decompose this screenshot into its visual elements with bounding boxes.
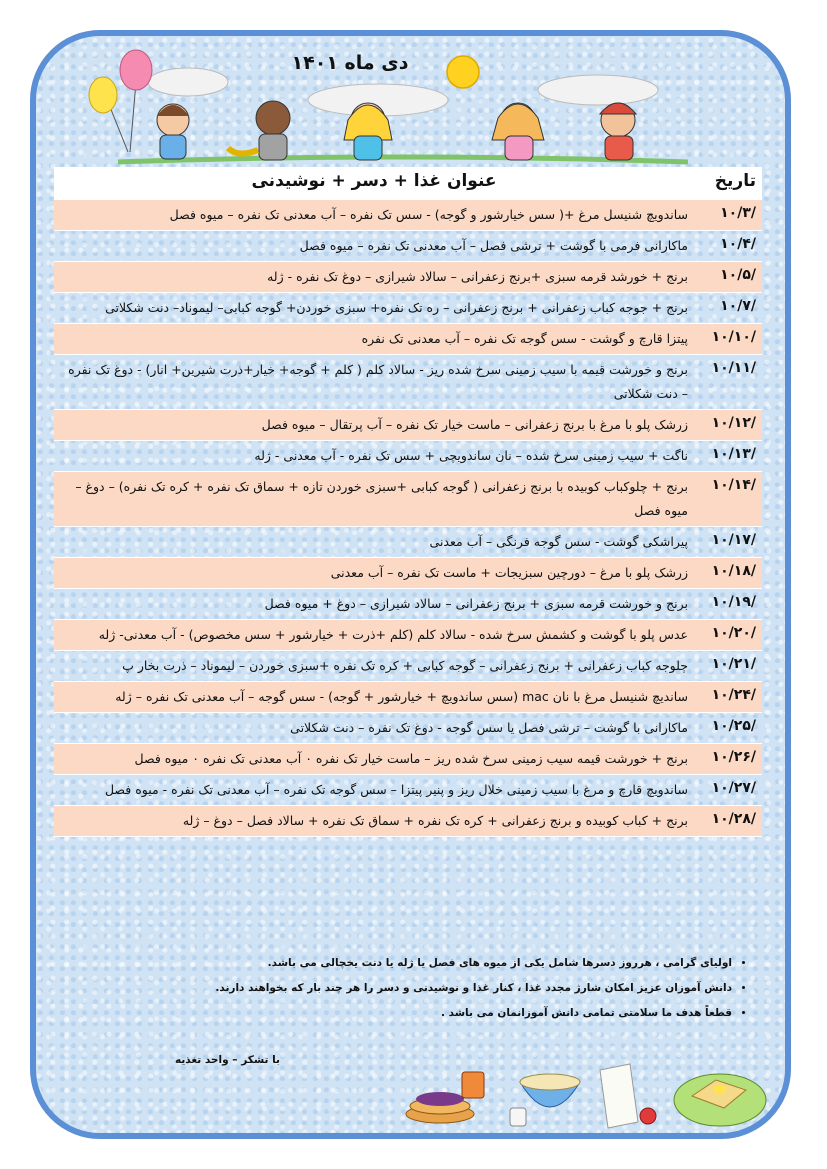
table-row (54, 682, 762, 713)
row-date: /۱۰/۷ (694, 293, 762, 324)
sun-icon (447, 56, 479, 88)
row-food: پیراشکی گوشت - سس گوجه فرنگی – آب معدنی (54, 527, 694, 558)
row-date: /۱۰/۵ (694, 262, 762, 293)
table-row (54, 775, 762, 806)
row-date: /۱۰/۳ (694, 200, 762, 231)
row-date: /۱۰/۲۵ (694, 713, 762, 744)
note-item: • قطعاً هدف ما سلامتی تمامی دانش آموزانمان می باشد . (100, 1007, 732, 1019)
row-food: ساندویچ قارچ و مرغ با سیب زمینی خلال ریز و پنیر پیتزا – سس گوجه تک نفره – آب معدنی تک نفره - میوه فصل (54, 775, 694, 806)
child-figure-icon (600, 103, 636, 160)
table-row (54, 324, 762, 355)
row-date: /۱۰/۲۶ (694, 744, 762, 775)
row-food: چلوجه کباب زعفرانی + برنج زعفرانی – گوجه کبابی + کره تک نفره +سبزی خوردن – لیموناد – ذرت بخار پ (54, 651, 694, 682)
child-figure-icon (228, 101, 290, 160)
row-date: /۱۰/۲۸ (694, 806, 762, 837)
table-row (54, 620, 762, 651)
cloud-icon (148, 68, 658, 116)
table-row (54, 713, 762, 744)
table-row (54, 200, 762, 231)
row-food: برنج + چلوکباب کوبیده با برنج زعفرانی ( گوجه کبابی +سبزی خوردن تازه + سماق تک نفره + کره تک نفره) – دوغ – میوه فصل (54, 472, 694, 527)
header-food: عنوان غذا + دسر + نوشیدنی (54, 167, 694, 200)
table-row (54, 527, 762, 558)
table-row (54, 472, 762, 527)
row-food: برنج + خورشد قرمه سبزی +برنج زعفرانی – سالاد شیرازی – دوغ تک نفره - ژله (54, 262, 694, 293)
row-date: /۱۰/۱۰ (694, 324, 762, 355)
page-title: دی ماه ۱۴۰۱ (291, 52, 409, 74)
row-food: پیتزا قارچ و گوشت - سس گوجه تک نفره – آب معدنی تک نفره (54, 324, 694, 355)
breakfast-food-illustration (400, 1052, 770, 1132)
row-food: زرشک پلو با مرغ با برنج زعفرانی – ماست خیار تک نفره – آب پرتقال – میوه فصل (54, 410, 694, 441)
table-row (54, 355, 762, 410)
toast-plate-icon (674, 1074, 766, 1126)
table-row (54, 231, 762, 262)
table-row (54, 441, 762, 472)
row-date: /۱۰/۱۷ (694, 527, 762, 558)
note-item: • اولیای گرامی ، هرروز دسرها شامل یکی از میوه های فصل یا ژله یا دنت یخچالی می باشد. (100, 957, 732, 969)
row-food: ماکارانی با گوشت – ترشی فصل یا سس گوجه - دوغ تک نفره – دنت شکلاتی (54, 713, 694, 744)
row-food: برنج و خورشت قیمه با سیب زمینی سرخ شده ریز - سالاد کلم ( کلم + گوجه+ خیار+ذرت شیرین+ انار) - دوغ تک نفره – دنت شکلاتی (54, 355, 694, 410)
row-date: /۱۰/۱۳ (694, 441, 762, 472)
table-row (54, 262, 762, 293)
row-date: /۱۰/۱۸ (694, 558, 762, 589)
milk-glass-icon (600, 1064, 656, 1128)
row-food: عدس پلو با گوشت و کشمش سرخ شده - سالاد کلم (کلم +ذرت + خیارشور + سس مخصوص) - آب معدنی- ژله (54, 620, 694, 651)
header-date: تاریخ (694, 167, 762, 200)
child-figure-icon (157, 104, 189, 159)
row-food: برنج و خورشت قرمه سبزی + برنج زعفرانی – سالاد شیرازی – دوغ + میوه فصل (54, 589, 694, 620)
row-food: ناگت + سیب زمینی سرخ شده – نان ساندویچی + سس تک نفره - آب معدنی - ژله (54, 441, 694, 472)
row-date: /۱۰/۲۴ (694, 682, 762, 713)
row-food: ساندیچ شنیسل مرغ با نان mac (سس ساندویچ + خیارشور + گوجه) - سس گوجه – آب معدنی تک نفره – ژله (54, 682, 694, 713)
table-row (54, 558, 762, 589)
table-row (54, 293, 762, 324)
row-date: /۱۰/۱۱ (694, 355, 762, 410)
row-date: /۱۰/۱۴ (694, 472, 762, 527)
row-date: /۱۰/۴ (694, 231, 762, 262)
child-figure-icon (492, 103, 544, 160)
table-row (54, 651, 762, 682)
note-item: • دانش آموزان عزیز امکان شارژ مجدد غذا ، کنار غذا و نوشیدنی و دسر را هر چند بار که بخواهند دارند. (100, 982, 732, 994)
row-food: برنج + خورشت قیمه سیب زمینی سرخ شده ریز – ماست خیار تک نفره ۰ آب معدنی تک نفره ۰ میوه فصل (54, 744, 694, 775)
row-date: /۱۰/۲۷ (694, 775, 762, 806)
table-row (54, 410, 762, 441)
table-header-row (54, 167, 762, 200)
row-date: /۱۰/۲۱ (694, 651, 762, 682)
row-food: برنج + جوجه کباب زعفرانی + برنج زعفرانی – ره تک نفره+ سبزی خوردن+ گوجه کبابی– لیموناد– دنت شکلاتی (54, 293, 694, 324)
table-row (54, 806, 762, 837)
table-row (54, 744, 762, 775)
row-food: ماکارانی فرمی با گوشت + ترشی فصل – آب معدنی تک نفره – میوه فصل (54, 231, 694, 262)
cereal-bowl-icon (510, 1074, 580, 1126)
notes-section (100, 957, 750, 1032)
menu-table (54, 167, 762, 837)
signature: با تشکر – واحد تغذیه (174, 1054, 280, 1066)
row-food: زرشک پلو با مرغ – دورچین سبزیجات + ماست تک نفره – آب معدنی (54, 558, 694, 589)
table-row (54, 589, 762, 620)
row-date: /۱۰/۱۹ (694, 589, 762, 620)
row-date: /۱۰/۱۲ (694, 410, 762, 441)
row-food: ساندویچ شنیسل مرغ +( سس خیارشور و گوجه) - سس تک نفره – آب معدنی تک نفره – میوه فصل (54, 200, 694, 231)
pancakes-icon (406, 1072, 484, 1123)
row-food: برنج + کباب کوبیده و برنج زعفرانی + کره تک نفره + سماق تک نفره + سالاد فصل – دوغ – ژله (54, 806, 694, 837)
balloons-icon (89, 50, 152, 152)
row-date: /۱۰/۲۰ (694, 620, 762, 651)
